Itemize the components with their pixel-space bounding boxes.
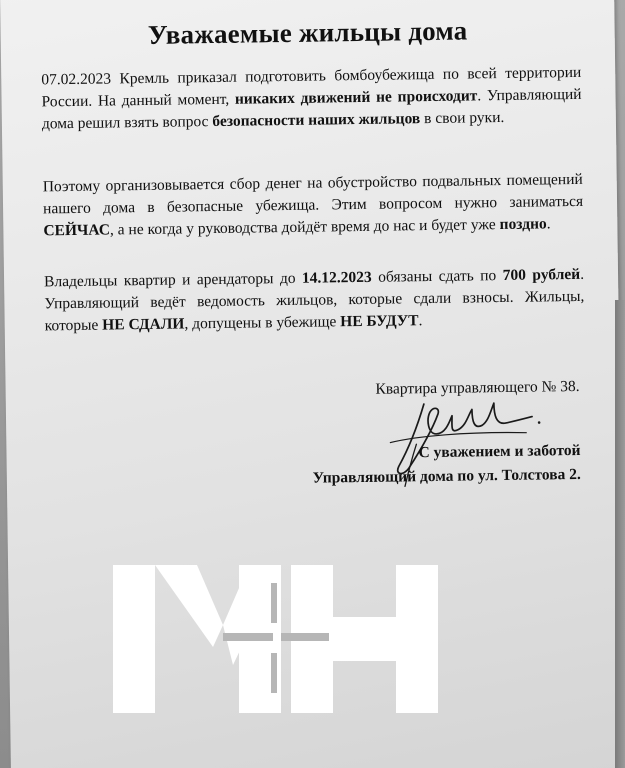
text-segment: в свои руки. xyxy=(420,108,505,128)
mn-watermark-logo xyxy=(113,565,438,713)
cabinet-edge xyxy=(615,300,625,768)
apartment-note: Квартира управляющего № 38. xyxy=(375,377,580,398)
text-segment: . xyxy=(580,265,585,283)
text-segment: нашего дома в безопасные убежища. Этим вопросом нужно заниматься xyxy=(42,192,584,218)
text-segment: Поэтому организовывается сбор денег на обустройство подвальных помещений xyxy=(42,170,583,196)
text-segment: России. На данный момент, xyxy=(41,90,236,111)
closing-greeting: С уважением и заботой xyxy=(418,441,581,462)
text-segment: . Управляющий xyxy=(477,85,582,105)
text-segment: дома решил взять вопрос xyxy=(41,113,213,133)
text-segment: Владельцы квартир и арендаторы до xyxy=(43,269,303,291)
text-segment: Управляющий ведёт ведомость жильцов, которые сдали взносы. Жильцы, xyxy=(44,287,585,313)
text-segment: , а не когда у руководства дойдёт время до нас и будет уже xyxy=(109,216,500,239)
bold-text-segment: 14.12.2023 xyxy=(301,268,372,287)
bold-text-segment: НЕ СДАЛИ xyxy=(102,315,185,334)
bold-text-segment: СЕЙЧАС xyxy=(43,221,111,240)
notice-title: Уважаемые жильцы дома xyxy=(147,15,468,50)
bold-text-segment: безопасности наших жильцов xyxy=(212,110,421,131)
text-segment: . xyxy=(546,215,551,233)
text-segment: , допущены в убежище xyxy=(184,313,341,333)
bold-text-segment: поздно xyxy=(499,215,547,234)
text-segment: 07.02.2023 Кремль приказал подготовить бомбоубежища по всей территории xyxy=(41,63,582,89)
bold-text-segment: 700 рублей xyxy=(502,265,581,285)
bold-text-segment: никаких движений не происходит xyxy=(234,87,478,108)
text-segment: . xyxy=(418,312,423,330)
text-segment: обязаны сдать по xyxy=(371,267,503,286)
bold-text-segment: НЕ БУДУТ xyxy=(340,312,419,331)
text-segment: которые xyxy=(44,316,103,335)
closing-signature-line: Управляющий дома по ул. Толстова 2. xyxy=(312,465,581,487)
